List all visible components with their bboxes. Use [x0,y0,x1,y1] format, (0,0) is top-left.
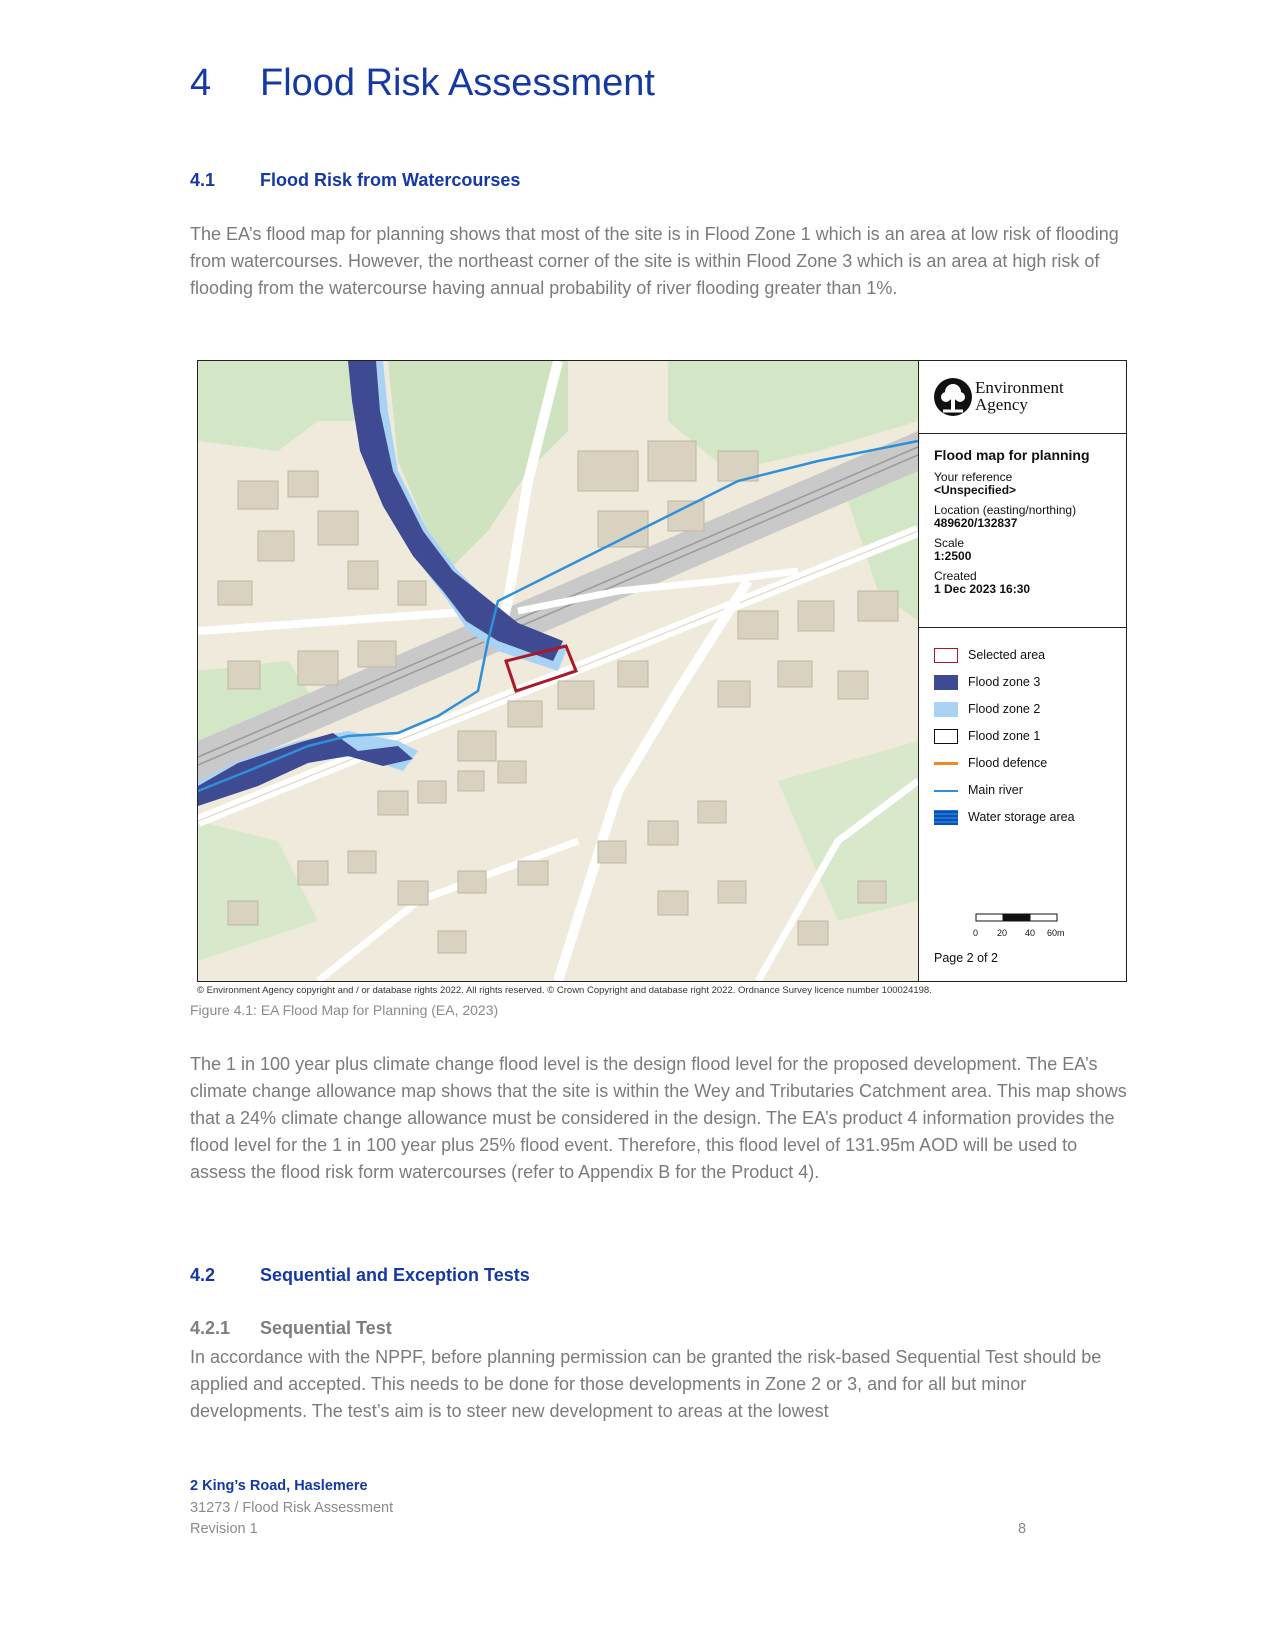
legend-label: Selected area [968,648,1046,662]
logo-text [975,379,1064,413]
subsection-title: Sequential Test [260,1318,392,1338]
paragraph-flood-zones: The EA’s flood map for planning shows that most of the site is in Flood Zone 1 which is an area at low risk of flooding from watercourses. However, the northeast corner of the site is within Flood Zone 3 which is an area at high risk of flooding from the watercourse having annual probability of river flooding greater than 1%. [190,224,1119,298]
created-value: 1 Dec 2023 16:30 [934,582,1031,596]
flood-defence-line-icon [934,762,958,765]
scale-tick: 40 [1025,928,1036,938]
map-info [934,447,1124,603]
flood-map-figure [197,360,1127,982]
map-legend-panel [918,361,1127,981]
footer-revision: Revision 1 [190,1521,258,1537]
scale-value: 1:2500 [934,549,972,563]
legend-label: Water storage area [968,810,1075,824]
footer-document: 31273 / Flood Risk Assessment [190,1500,394,1516]
location-label: Location (easting/northing) [934,503,1077,517]
legend-label: Flood zone 3 [968,675,1041,689]
reference-label: Your reference [934,470,1013,484]
ea-logo [919,361,1127,434]
section-heading-4-2 [190,1265,530,1286]
flood-zone-3-swatch-icon [934,675,958,690]
flood-map [198,361,918,981]
panel-divider [919,627,1127,628]
chapter-title: Flood Risk Assessment [260,62,655,104]
scale-tick: 60m [1047,928,1065,938]
panel-title: Flood map for planning [934,447,1090,463]
reference-value: <Unspecified> [934,483,1017,497]
subsection-number: 4.2.1 [190,1318,231,1338]
location-value: 489620/132837 [934,516,1018,530]
subsection-heading-4-2-1 [190,1318,392,1339]
legend-label: Flood zone 1 [968,729,1041,743]
flood-zone-1-swatch-icon [934,729,958,744]
scale-label: Scale [934,536,965,550]
flood-zone-2-swatch-icon [934,702,958,717]
logo-line-2: Agency [975,395,1028,414]
paragraph-sequential-test: In accordance with the NPPF, before planning permission can be granted the risk-based Sequential Test should be applied and accepted. This needs to be done for those developments in Zone 2 or 3, and for all but minor developments. The test’s aim is to steer new development to areas at the lowest [190,1347,1102,1421]
logo-line-1: Environment [975,378,1064,397]
figure-caption: Figure 4.1: EA Flood Map for Planning (EA, 2023) [190,1002,499,1018]
legend-label: Main river [968,783,1023,797]
page-number: 8 [1018,1521,1027,1537]
section-number: 4.2 [190,1265,216,1285]
footer-project: 2 King’s Road, Haslemere [190,1478,368,1494]
water-storage-swatch-icon [934,810,958,825]
chapter-number: 4 [190,62,212,104]
scale-bar [975,910,1085,940]
section-number: 4.1 [190,170,216,190]
map-copyright: © Environment Agency copyright and / or database rights 2022. All rights reserved. © Crown Copyright and database right 2022. Ordnance Survey licence number 100024198. [197,985,932,996]
section-title: Flood Risk from Watercourses [260,170,521,190]
legend-label: Flood defence [968,756,1048,770]
main-river-line-icon [934,790,958,792]
paragraph-design-flood-level: The 1 in 100 year plus climate change flood level is the design flood level for the proposed development. The EA’s climate change allowance map shows that the site is within the Wey and Tributaries Catchment area. This map shows that a 24% climate change allowance must be considered in the design. The EA’s product 4 information provides the flood level for the 1 in 100 year plus 25% flood event. Therefore, this flood level of 131.95m AOD will be used to assess the flood risk form watercourses (refer to Appendix B for the Product 4). [190,1054,1127,1182]
scale-bar-icon [975,913,1065,923]
legend-label: Flood zone 2 [968,702,1041,716]
chapter-heading [190,62,655,105]
scale-tick: 0 [973,928,979,938]
created-label: Created [934,569,977,583]
section-title: Sequential and Exception Tests [260,1265,530,1285]
section-heading-4-1 [190,170,520,191]
environment-agency-logo-icon [933,377,973,417]
map-page-number: Page 2 of 2 [934,951,998,965]
selected-area-swatch-icon [934,648,958,663]
scale-tick: 20 [997,928,1008,938]
